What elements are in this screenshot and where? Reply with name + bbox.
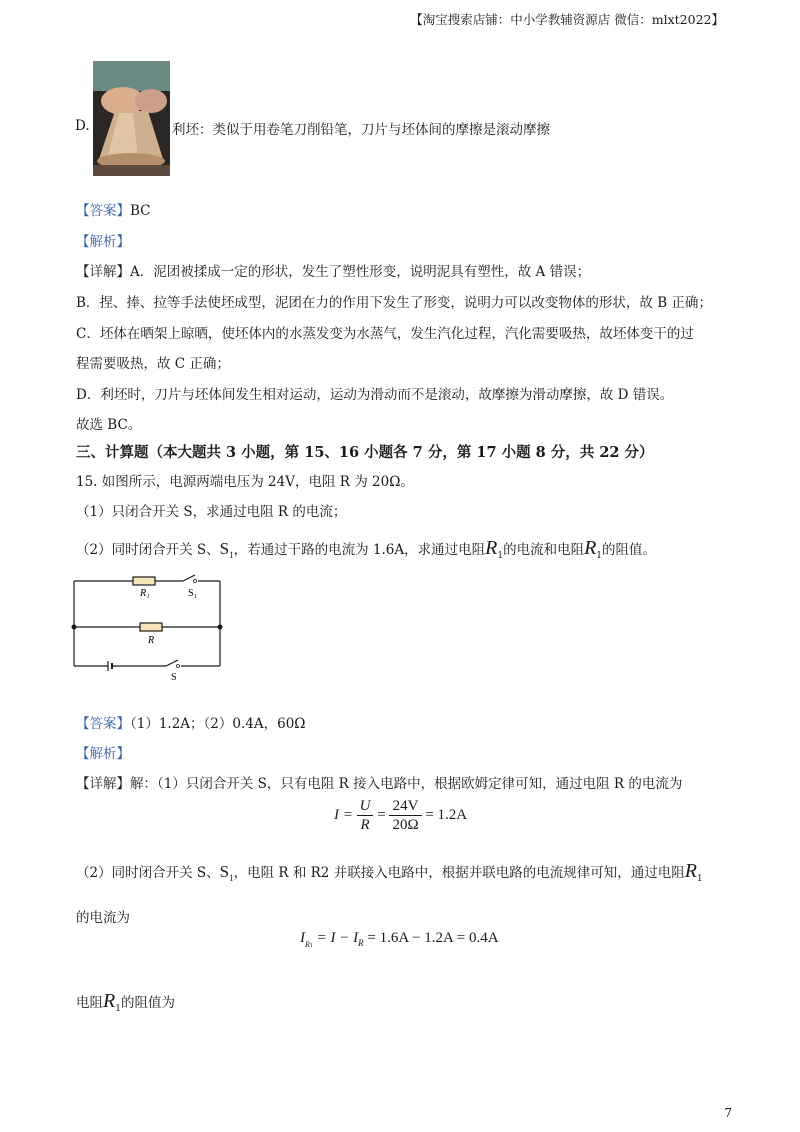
q15-detail-2: （2）同时闭合开关 S、$S_1$，电阻 R 和 R2 并联接入电路中，根据并联电路的电流规律可知，通过电阻$R_1$: [76, 860, 703, 884]
pottery-photo-icon: [93, 61, 170, 176]
resistor-r: [140, 623, 162, 631]
detail-line-d: D．利坯时，刀片与坯体间发生相对运动，运动为滑动而不是滚动，故摩擦为滑动摩擦，故 D 错误。: [76, 387, 674, 403]
answer-label: 【答案】: [76, 203, 130, 219]
detail-line-a: A．泥团被揉成一定的形状，发生了塑性形变，说明泥具有塑性，故 A 错误；: [130, 264, 591, 280]
q15-detail-3: 电阻$R_1$的阻值为: [76, 990, 175, 1014]
q15-part1: （1）只闭合开关 S，求通过电阻 R 的电流；: [76, 504, 347, 520]
q15-answer-value: （1）1.2A；（2）0.4A，60Ω: [130, 716, 306, 732]
switch-s: [166, 660, 178, 666]
choice-line: 故选 BC。: [76, 417, 142, 433]
q15-detail-2c: 的电流为: [76, 910, 130, 926]
detail-line-b: B．捏、捧、拉等手法使坯成型，泥团在力的作用下发生了形变，说明力可以改变物体的形状，故 B 正确；: [76, 295, 712, 311]
header-shop-text: 【淘宝搜索店铺：中小学教辅资源店 微信：mlxt2022】: [410, 12, 724, 27]
q15-detail-label: 【详解】: [76, 776, 130, 792]
label-r: R: [148, 635, 155, 646]
q15-answer-label: 【答案】: [76, 716, 130, 732]
page-number: 7: [724, 1106, 732, 1120]
label-s: S: [171, 672, 177, 683]
q15-stem: 15. 如图所示，电源两端电压为 24V，电阻 R 为 20Ω。: [76, 474, 414, 490]
option-d-text: 利坯：类似于用卷笔刀削铅笔，刀片与坯体间的摩擦是滚动摩擦: [172, 122, 550, 138]
resistor-r1: [133, 577, 155, 585]
q15-part2: （2）同时闭合开关 S、$S_1$，若通过干路的电流为 1.6A，求通过电阻$R_1$的电流和电阻$R_1$的阻值。: [76, 537, 657, 561]
detail-line-c1: C．坯体在晒架上晾晒，使坯体内的水蒸发变为水蒸气，发生汽化过程，汽化需要吸热，故坯体变干的过: [76, 326, 694, 342]
q15-detail-1: 解：（1）只闭合开关 S，只有电阻 R 接入电路中，根据欧姆定律可知，通过电阻 R 的电流为: [130, 776, 683, 792]
analysis-label: 【解析】: [76, 234, 130, 250]
detail-line-c2: 程需要吸热，故 C 正确；: [76, 356, 230, 372]
switch-s1: [183, 575, 195, 581]
answer-value: BC: [130, 203, 151, 219]
option-d-letter: D.: [75, 118, 90, 134]
q15-analysis-label: 【解析】: [76, 746, 130, 762]
label-s1: S₁: [188, 588, 198, 599]
detail-label: 【详解】: [76, 264, 130, 280]
label-r1: R₁: [140, 588, 150, 599]
equation-branch-current: $I_{R1} = I - I_R = 1.6A - 1.2A = 0.4A$: [300, 930, 499, 949]
section-title: 三、计算题（本大题共 3 小题，第 15、16 小题各 7 分，第 17 小题 8 分，共 22 分）: [76, 444, 654, 461]
circuit-diagram: [70, 572, 230, 684]
equation-ohms-law: I = $\frac{U}{R}$ = $\frac{24V}{20\Omega}$ = 1.2A: [334, 798, 468, 833]
